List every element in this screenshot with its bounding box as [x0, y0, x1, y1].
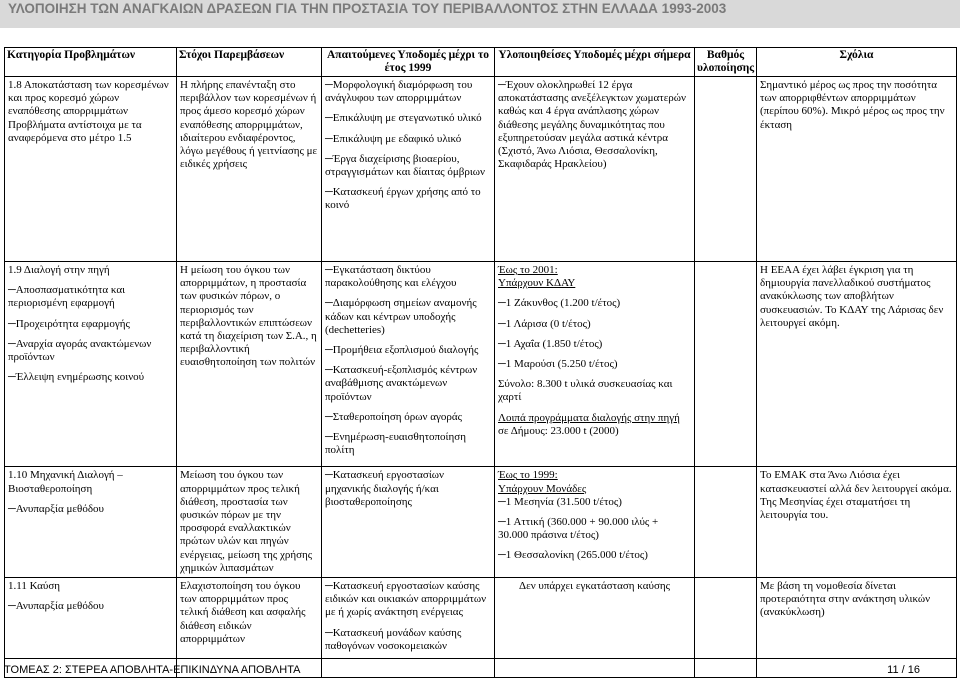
list-item: ─ Ανυπαρξία μεθόδου — [8, 503, 173, 516]
page-number: 11 / 16 — [887, 664, 920, 676]
programs-note-b: σε Δήμους: 23.000 t (2000) — [498, 424, 619, 437]
table-row — [5, 262, 957, 467]
row-title: 1.9 Διαλογή στην πηγή — [8, 264, 110, 276]
list-item: ─ 1 Λάρισα (0 t/έτος) — [498, 318, 691, 331]
row1-implemented — [495, 77, 695, 262]
list-item: ─ Προμήθεια εξοπλισμού διαλογής — [325, 344, 491, 357]
list-item: ─ Κατασκευή εργοστασίων μηχανικής διαλογής ή/και βιοσταθεροποίησης — [325, 469, 491, 509]
list-item: ─ Επικάλυψη με εδαφικό υλικό — [325, 133, 491, 146]
col-header-category: Κατηγορία Προβλημάτων — [5, 48, 177, 77]
row3-comments: Το ΕΜΑΚ στα Άνω Λιόσια έχει κατασκευαστεί αλλά δεν λειτουργεί ακόμα. Της Μεσηνίας έχει σταματήσει τη λειτουργία του. — [757, 467, 957, 578]
list-item: ─ Κατασκευή μονάδων καύσης παθογόνων νοσοκομειακών — [325, 627, 491, 653]
row3-goals: Μείωση του όγκου των απορριμμάτων προς τελική διάθεση, προστασία των φυσικών πόρων με την προσφορά εναλλακτικών πρώτων υλών και πηγών ενέργειας, μείωση της χρήσης χημικών λιπασμάτων — [177, 467, 322, 578]
footer-divider — [4, 658, 956, 659]
list-item: ─ Προχειρότητα εφαρμογής — [8, 318, 173, 331]
col-header-required: Απαιτούμενες Υποδομές μέχρι το έτος 1999 — [322, 48, 495, 77]
list-item: ─ Σταθεροποίηση όρων αγοράς — [325, 411, 491, 424]
section-subheading: Υπάρχουν ΚΔΑΥ — [498, 277, 576, 290]
table-row — [5, 77, 957, 262]
list-item: ─ 1 Αχαΐα (1.850 t/έτος) — [498, 338, 691, 351]
table-row — [5, 578, 957, 678]
list-item: ─ Ανυπαρξία μεθόδου — [8, 600, 173, 613]
list-item: ─ 1 Μεσηνία (31.500 t/έτος) — [498, 496, 691, 509]
row1-goals: Η πλήρης επανένταξη στο περιβάλλον των κορεσμένων ή προς άμεσο κορεσμό χώρων εναπόθεσης απορριμμάτων, ιδιαίτερου ενδιαφέροντος, λόγω μεγέθους ή γειτνίασης με ειδικές χρήσεις — [177, 77, 322, 262]
list-item: ─ Κατασκευή έργων χρήσης από το κοινό — [325, 186, 491, 212]
row2-category — [5, 262, 177, 467]
row4-implemented: Δεν υπάρχει εγκατάσταση καύσης — [495, 578, 695, 678]
list-item: ─ Κατασκευή εργοστασίων καύσης ειδικών και οικιακών απορριμμάτων με ή χωρίς ανάκτηση ενέργειας — [325, 580, 491, 620]
row4-category — [5, 578, 177, 678]
section-heading: Έως το 2001: — [498, 264, 558, 276]
col-header-implemented: Υλοποιηθείσες Υποδομές μέχρι σήμερα — [495, 48, 695, 77]
col-header-degree: Βαθμός υλοποίησης — [695, 48, 757, 77]
row2-goals: Η μείωση του όγκου των απορριμμάτων, η προστασία των φυσικών πόρων, ο περιορισμός των περιβαλλοντικών επιπτώσεων κατά τη διαχείριση των Σ.Α., η περιβαλλοντική ευαισθητοποίηση των πολιτών — [177, 262, 322, 467]
list-item: ─ Κατασκευή-εξοπλισμός κέντρων αναβάθμισης ανακτώμενων προϊόντων — [325, 364, 491, 404]
list-item: ─ 1 Μαρούσι (5.250 t/έτος) — [498, 358, 691, 371]
row4-goals: Ελαχιστοποίηση του όγκου των απορριμμάτων προς τελική διάθεση και ασφαλής διάθεση ειδικών απορριμμάτων — [177, 578, 322, 678]
list-item: ─ Έλλειψη ενημέρωσης κοινού — [8, 371, 173, 384]
section-heading: Έως το 1999: — [498, 469, 558, 482]
row3-required — [322, 467, 495, 578]
section-subheading: Υπάρχουν Μονάδες — [498, 482, 587, 495]
list-item: ─ Διαμόρφωση σημείων αναμονής κάδων και κέντρων υποδοχής (dechetteries) — [325, 297, 491, 337]
programs-note — [498, 412, 691, 438]
row-title: 1.11 Καύση — [8, 580, 61, 593]
list-item: ─ 1 Ζάκυνθος (1.200 t/έτος) — [498, 297, 691, 310]
programs-note-a: Λοιπά προγράμματα διαλογής στην πηγή — [498, 411, 680, 424]
row2-required — [322, 262, 495, 467]
table-header-row — [5, 48, 957, 77]
list-item: ─ Μορφολογική διαμόρφωση του ανάγλυφου των απορριμμάτων — [325, 79, 491, 105]
row4-degree — [695, 578, 757, 678]
row2-implemented — [495, 262, 695, 467]
row1-comments: Σημαντικό μέρος ως προς την ποσότητα των απορριφθέντων απορριμμάτων (περίπου 60%). Μικρό μέρος ως προς την έκταση — [757, 77, 957, 262]
row1-degree — [695, 77, 757, 262]
list-item: ─ Επικάλυψη με στεγανωτικό υλικό — [325, 112, 491, 125]
row-title: 1.10 Μηχανική Διαλογή – Βιοσταθεροποίηση — [8, 469, 123, 495]
document-header: ΥΛΟΠΟΙΗΣΗ ΤΩΝ ΑΝΑΓΚΑΙΩΝ ΔΡΑΣΕΩΝ ΓΙΑ ΤΗΝ ΠΡΟΣΤΑΣΙΑ ΤΟΥ ΠΕΡΙΒΑΛΛΟΝΤΟΣ ΣΤΗΝ ΕΛΛΑΔΑ 1993-2003 — [0, 0, 960, 28]
list-item: ─ Εγκατάσταση δικτύου παρακολούθησης και ελέγχου — [325, 264, 491, 290]
list-item: ─ Ενημέρωση-ευαισθητοποίηση πολίτη — [325, 431, 491, 457]
list-item: ─ Αποσπασματικότητα και περιορισμένη εφαρμογή — [8, 284, 173, 310]
problems-table — [4, 47, 957, 678]
list-item: ─ 1 Θεσσαλονίκη (265.000 t/έτος) — [498, 549, 691, 562]
row1-category: 1.8 Αποκατάσταση των κορεσμένων και προς κορεσμό χώρων εναπόθεσης απορριμμάτων Προβλήματα αντίστοιχα με τα αναφερόμενα στο μέτρο 1.5 — [5, 77, 177, 262]
list-item: ─ Έργα διαχείρισης βιοαερίου, στραγγισμάτων και δίαιτας όμβριων — [325, 153, 491, 179]
row3-degree — [695, 467, 757, 578]
row1-required — [322, 77, 495, 262]
total-text: Σύνολο: 8.300 t υλικά συσκευασίας και χαρτί — [498, 378, 673, 404]
list-item: ─ Αναρχία αγοράς ανακτώμενων προϊόντων — [8, 338, 173, 364]
footer-section-title: ΤΟΜΕΑΣ 2: ΣΤΕΡΕΑ ΑΠΟΒΛΗΤΑ-ΕΠΙΚΙΝΔΥΝΑ ΑΠΟΒΛΗΤΑ — [4, 664, 301, 676]
list-item: ─ Έχουν ολοκληρωθεί 12 έργα αποκατάστασης ανεξέλεγκτων χωματερών καθώς και 4 έργα ανάπλασης χώρων διάθεσης μεγάλης δυναμικότητας που εξυπηρετούσαν μεγάλα αστικά κέντρα (Σχιστό, Άνω Λιόσια, Θεσσαλονίκη, Σκαφιδαράς Ηρακλείου) — [498, 79, 691, 171]
col-header-comments: Σχόλια — [757, 48, 957, 77]
row4-required — [322, 578, 495, 678]
row2-degree — [695, 262, 757, 467]
row4-comments: Με βάση τη νομοθεσία δίνεται προτεραιότητα στην ανάκτηση υλικών (ανακύκλωση) — [757, 578, 957, 678]
col-header-goals: Στόχοι Παρεμβάσεων — [177, 48, 322, 77]
row2-comments: Η ΕΕΑΑ έχει λάβει έγκριση για τη δημιουργία πανελλαδικού συστήματος ανακύκλωσης των αποβλήτων συσκευασιών. Το ΚΔΑΥ της Λάρισας δεν λειτουργεί ακόμη. — [757, 262, 957, 467]
list-item: ─ 1 Αττική (360.000 + 90.000 ιλύς + 30.000 πράσινα t/έτος) — [498, 516, 691, 542]
table-row — [5, 467, 957, 578]
row3-implemented — [495, 467, 695, 578]
row3-category — [5, 467, 177, 578]
